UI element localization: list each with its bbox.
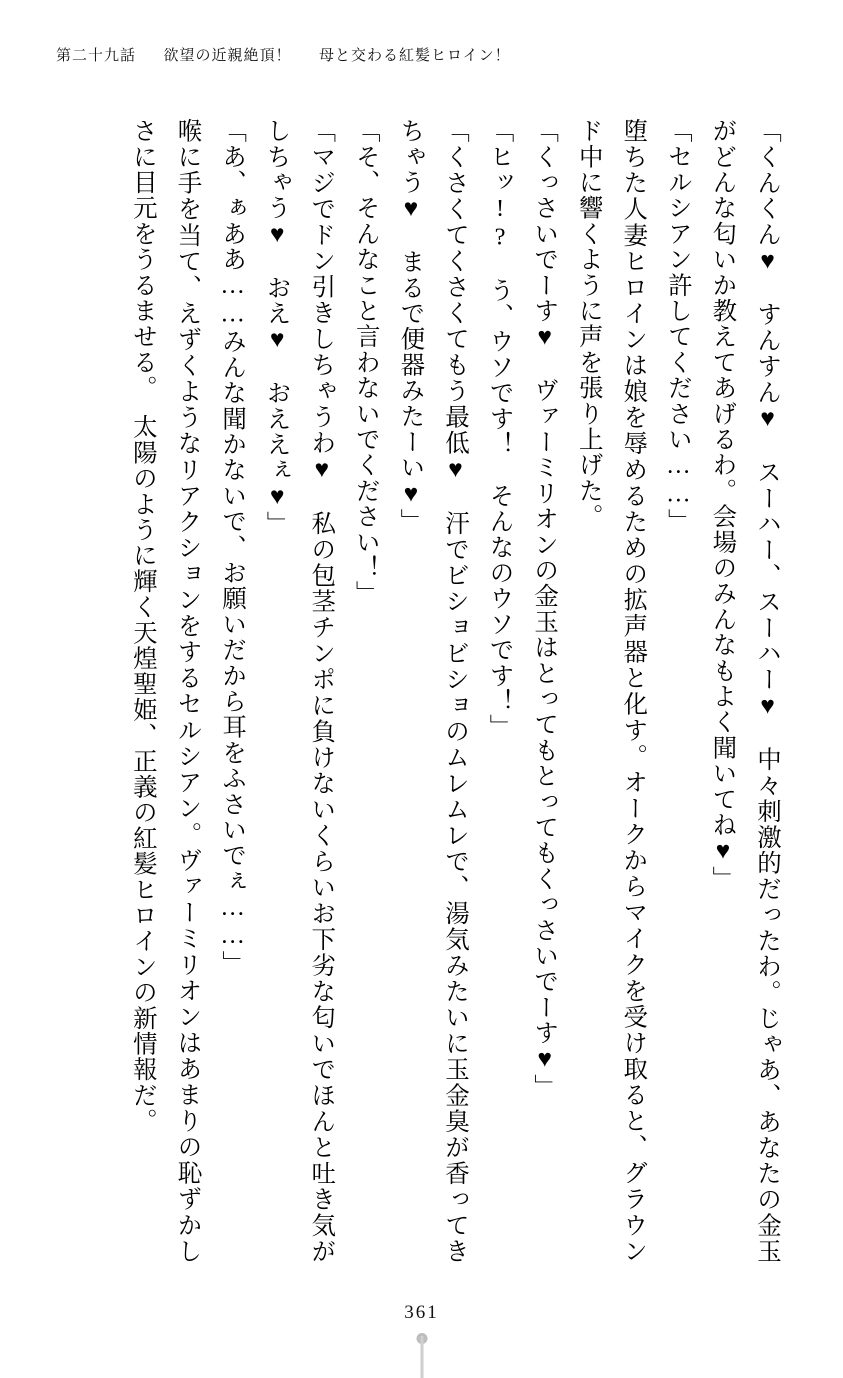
- paragraph: 「ヒッ!? う、ウソです！ そんなのウソです！」: [486, 118, 514, 740]
- paragraph: 喉に手を当て、えずくようなリアクションをするセルシアン。ヴァーミリオンはあまりの恥ずかしさに目元をうるませる。 太陽のように輝く天煌聖姫、正義の紅髪ヒロインの新情報だ。: [129, 118, 202, 1264]
- paragraph: 「くんくん♥ すんすん♥ スーハー、スーハー♥ 中々刺激的だったわ。じゃあ、あなたの金玉がどんな匂いか教えてあげるわ。会場のみんなもよく聞いてね♥」: [709, 118, 781, 1264]
- paragraph: 「くさくてくさくてもう最低♥ 汗でビショビショのムレムレで、湯気みたいに玉金臭が香ってきちゃう♥ まるで便器みたーい♥」: [397, 118, 469, 1264]
- page-number: 361: [404, 1302, 439, 1323]
- paragraph: 「あ、ぁああ……みんな聞かないで、お願いだから耳をふさいでぇ……」: [219, 118, 247, 977]
- chapter-title: 欲望の近親絶頂！: [163, 48, 292, 64]
- paragraph: 「くっさいでーす♥ ヴァーミリオンの金玉はとってもとってもくっさいでーす♥」: [531, 118, 559, 1100]
- paragraph: 「そ、そんなこと言わないでください！」: [352, 118, 380, 607]
- page-body-text: [69, 118, 789, 1264]
- paragraph: 堕ちた人妻ヒロインは娘を辱めるための拡声器と化す。オークからマイクを受け取ると、グラウンド中に響くように声を張り上げた。: [575, 118, 648, 1264]
- paragraph: 「セルシアン許してください……」: [664, 118, 692, 535]
- chapter-number: 第二十九話: [56, 48, 137, 64]
- paragraph: 「マジでドン引きしちゃうわ♥ 私の包茎チンポに負けないくらいお下劣な匂いでほんと吐き気がしちゃう♥ おえ♥ おええぇ♥」: [263, 118, 336, 1264]
- binding-mark-decoration: [420, 1336, 423, 1378]
- running-header: [56, 44, 511, 65]
- chapter-subtitle: 母と交わる紅髪ヒロイン！: [319, 48, 511, 64]
